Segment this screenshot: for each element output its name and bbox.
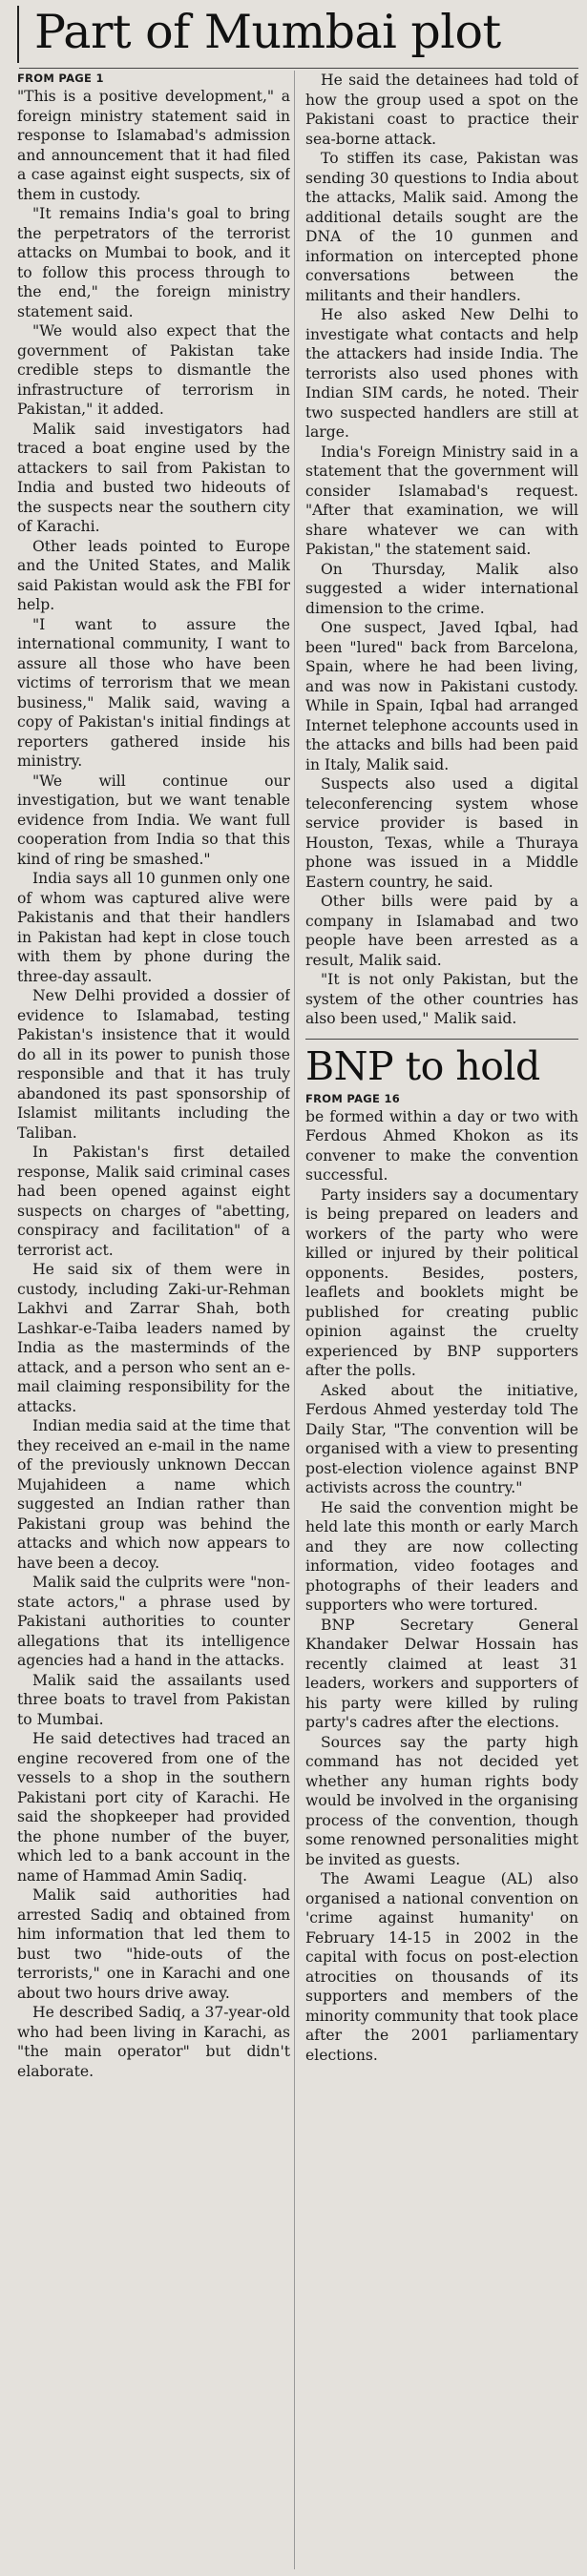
column-left [17, 71, 290, 2569]
story1-paragraph: In Pakistan's first detailed response, Malik said criminal cases had been opened against eight suspects on charges of "abetting, conspiracy and facilitation" of a terrorist act. [17, 1144, 290, 1259]
story1-paragraph: Other bills were paid by a company in Islamabad and two people have been arrested as a result, Malik said. [305, 893, 578, 969]
story1-paragraph: "We would also expect that the government of Pakistan take credible steps to dismantle the infrastructure of terrorism in Pakistan," it added. [17, 322, 290, 418]
story1-paragraph: He said six of them were in custody, including Zaki-ur-Rehman Lakhvi and Zarrar Shah, both Lashkar-e-Taiba leaders named by India as the masterminds of the attack, and a person who sent an e-mail claiming responsibility for the attacks. [17, 1261, 290, 1415]
story1-paragraph: Malik said authorities had arrested Sadiq and obtained from him information that led them to bust two "hide-outs of the terrorists," one in Karachi and one about two hours drive away. [17, 1886, 290, 2002]
story1-paragraph: One suspect, Javed Iqbal, had been "lured" back from Barcelona, Spain, where he had been living, and was now in Pakistani custody. While in Spain, Iqbal had arranged Internet telephone accounts used in the attacks and bills had been paid in Italy, Malik said. [305, 619, 578, 773]
story1-paragraph: He described Sadiq, a 37-year-old who had been living in Karachi, as "the main operator" but didn't elaborate. [17, 2004, 290, 2080]
story2-paragraph: Sources say the party high command has not decided yet whether any human rights body would be involved in the organising process of the convention, though some renowned personalities might be invited as guests. [305, 1733, 578, 1868]
story1-paragraph: "We will continue our investigation, but we want tenable evidence from India. We want full cooperation from India so that this kind of ring be smashed." [17, 772, 290, 868]
story1-paragraph: Malik said investigators had traced a boat engine used by the attackers to sail from Pakistan to India and busted two hideouts of the suspects near the southern city of Karachi. [17, 420, 290, 535]
story1-paragraph: "It remains India's goal to bring the perpetrators of the terrorist attacks on Mumbai to book, and it to follow this process through to the end," the foreign ministry statement said. [17, 205, 290, 320]
story1-paragraph: "It is not only Pakistan, but the system of the other countries has also been used," Malik said. [305, 971, 578, 1027]
story1-paragraph: Indian media said at the time that they received an e-mail in the name of the previously unknown Deccan Mujahideen a name which suggested an Indian rather than Pakistani group was behind the attacks and which now appears to have been a decoy. [17, 1417, 290, 1572]
headline-bnp-to-hold: BNP to hold [305, 1042, 540, 1089]
story1-paragraph: To stiffen its case, Pakistan was sending 30 questions to India about the attacks, Malik said. Among the additional details sought are the DNA of the 10 gunmen and information on intercepted phone conversations between the militants and their handlers. [305, 150, 578, 304]
jump-label-page-1: FROM PAGE 1 [17, 72, 104, 85]
headline-rule [17, 6, 19, 63]
story2-paragraph: He said the convention might be held late this month or early March and they are now collecting information, video footages and photographs of their leaders and supporters who were tortured. [305, 1498, 578, 1614]
story1-paragraph: Malik said the assailants used three boats to travel from Pakistan to Mumbai. [17, 1671, 290, 1728]
section-rule [305, 1039, 578, 1040]
jump-label-page-16: FROM PAGE 16 [305, 1091, 401, 1105]
story2-paragraph: Asked about the initiative, Ferdous Ahmed yesterday told The Daily Star, "The convention will be organised with a view to presenting post-election violence against BNP activists across the country." [305, 1381, 578, 1496]
story1-paragraph: On Thursday, Malik also suggested a wider international dimension to the crime. [305, 560, 578, 617]
story2-paragraph: Party insiders say a documentary is being prepared on leaders and workers of the party who were killed or injured by their political opponents. Besides, posters, leaflets and booklets might be published for creating public opinion against the cruelty experienced by BNP supporters after the polls. [305, 1185, 578, 1379]
story1-paragraph: He said detectives had traced an engine recovered from one of the vessels to a shop in the southern Pakistani port city of Karachi. He said the shopkeeper had provided the phone number of the buyer, which led to a bank account in the name of Hammad Amin Sadiq. [17, 1730, 290, 1885]
column-divider [294, 71, 295, 2569]
story1-paragraph: India says all 10 gunmen only one of whom was captured alive were Pakistanis and that their handlers in Pakistan had kept in close touch with them by phone during the three-day assault. [17, 870, 290, 985]
story1-paragraph: Other leads pointed to Europe and the United States, and Malik said Pakistan would ask the FBI for help. [17, 537, 290, 613]
story1-paragraph: Suspects also used a digital teleconferencing system whose service provider is based in Houston, Texas, while a Thuraya phone was issued in a Middle Eastern country, he said. [305, 775, 578, 891]
story1-paragraph: He also asked New Delhi to investigate what contacts and help the attackers had inside India. The terrorists also used phones with Indian SIM cards, he noted. Their two suspected handlers are still at large. [305, 306, 578, 441]
story1-paragraph: India's Foreign Ministry said in a statement that the government will consider Islamabad's request. "After that examination, we will share whatever we can with Pakistan," the statement said. [305, 443, 578, 558]
headline-underline [19, 68, 578, 69]
story1-paragraph: New Delhi provided a dossier of evidence to Islamabad, testing Pakistan's insistence that it would do all in its power to punish those responsible and that it has truly abandoned its past sponsorship of Islamist militants including the Taliban. [17, 987, 290, 1142]
story1-paragraph: "I want to assure the international community, I want to assure all those who have been victims of terrorism that we mean business," Malik said, waving a copy of Pakistan's initial findings at reporters gathered inside his ministry. [17, 615, 290, 770]
column-right [305, 71, 578, 2569]
story2-paragraph: The Awami League (AL) also organised a national convention on 'crime against humanity' on February 14-15 in 2002 in the capital with focus on post-election atrocities on thousands of its supporters and members of the minority community that took place after the 2001 parliamentary elections. [305, 1870, 578, 2064]
story2-paragraph: BNP Secretary General Khandaker Delwar Hossain has recently claimed at least 31 leaders, workers and supporters of his party were killed by ruling party's cadres after the elections. [305, 1616, 578, 1731]
story1-paragraph: "This is a positive development," a foreign ministry statement said in response to Islamabad's admission and announcement that it had filed a case against eight suspects, six of them in custody. [17, 88, 290, 203]
story1-paragraph: He said the detainees had told of how the group used a spot on the Pakistani coast to practice their sea-borne attack. [305, 72, 578, 148]
story1-paragraph: Malik said the culprits were "non-state actors," a phrase used by Pakistani authorities to counter allegations that its intelligence agencies had a hand in the attacks. [17, 1574, 290, 1669]
headline-mumbai-plot: Part of Mumbai plot [34, 5, 501, 59]
story2-paragraph: be formed within a day or two with Ferdous Ahmed Khokon as its convener to make the convention successful. [305, 1107, 578, 1184]
